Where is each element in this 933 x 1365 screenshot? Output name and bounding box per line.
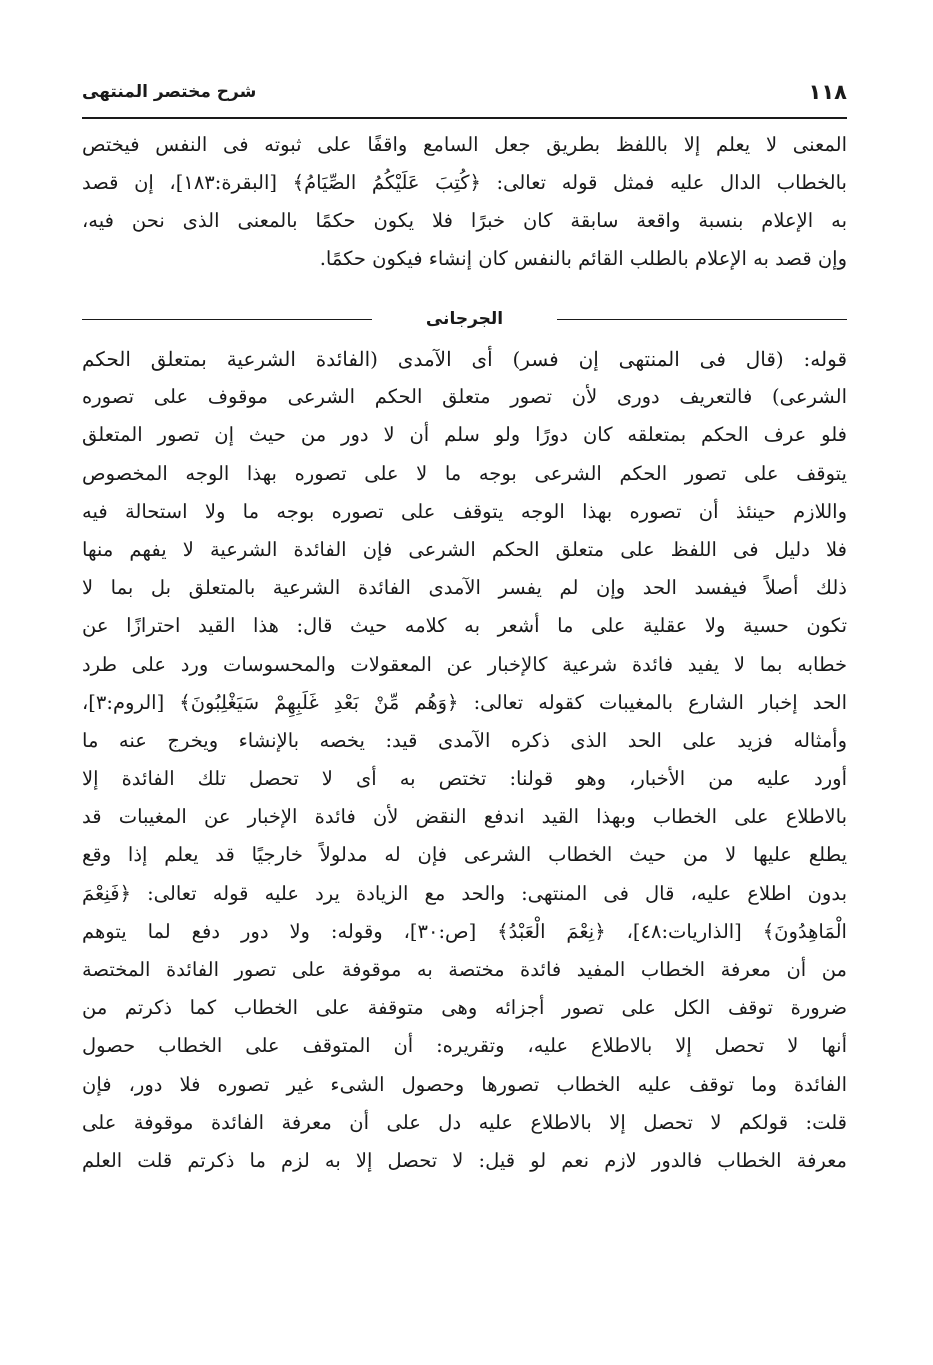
paragraph-2-line: فلو عرف الحكم بمتعلقه كان دورًا ولو سلم أن لا دور من حيث إن تصور المتعلق [82,423,847,447]
paragraph-1-line: بالخطاب الدال عليه فمثل قوله تعالى: ﴿كُتِبَ عَلَيْكُمُ الصِّيَامُ﴾ [البقرة:١٨٣]، إن قصد [82,171,847,194]
paragraph-2-line: تكون حسية ولا عقلية على ما أشعر به كلامه حيث قال: هذا القيد احترازًا عن [82,614,847,638]
paragraph-2-line: بالاطلاع على الخطاب وبهذا القيد اندفع النقض لأن فائدة الإخبار عن المغيبات قد [82,805,847,829]
paragraph-2-line: ضرورة توقف الكل على تصور أجزائه وهى متوقفة على الخطاب كما ذكرتم من [82,996,847,1020]
paragraph-2-line: قوله: (قال فى المنتهى إن فسر) أى الآمدى (الفائدة الشرعية بمتعلق الحكم [82,347,847,371]
section-title: الجرجانى [425,309,504,329]
paragraph-2-line: أورد عليه من الأخبار، وهو قولنا: تختص به أى لا تحصل تلك الفائدة إلا [82,767,847,791]
running-title: شرح مختصر المنتهى [82,82,257,102]
header-rule [82,117,847,119]
paragraph-2-line: بدون اطلاع عليه، قال فى المنتهى: والحد مع الزيادة يرد عليه قوله تعالى: ﴿فَنِعْمَ [82,881,847,905]
paragraph-2-line: الْمَاهِدُونَ﴾ [الذاريات:٤٨]، ﴿نِعْمَ الْعَبْدُ﴾ [ص:٣٠]، وقوله: ولا دور دفع لما يتوهم [82,919,847,943]
paragraph-2 [82,340,847,1180]
paragraph-2-line: الحد إخبار الشارع بالمغيبات كقوله تعالى: ﴿وَهُم مِّنْ بَعْدِ غَلَبِهِمْ سَيَغْلِبُونَ﴾ [الروم:٣]، [82,690,847,714]
paragraph-2-line: وأمثاله فزيد على الحد الذى ذكره الآمدى قيد: يخصه بالإنشاء ويخرج عنه ما [82,728,847,752]
paragraph-2-line: الفائدة وما توقف عليه الخطاب تصورها وحصول الشىء غير تصوره فلا دور، فإن [82,1072,847,1096]
paragraph-1-line: وإن قصد به الإعلام بالطلب القائم بالنفس كان إنشاء فيكون حكمًا. [319,247,847,270]
page-header [82,74,847,114]
divider-rule-left [82,319,372,320]
paragraph-2-line: فلا دليل فى اللفظ على متعلق الحكم الشرعى فإن الفائدة الشرعية لا يفهم منها [82,537,847,561]
paragraph-2-line: ذلك أصلاً فيفسد الحد وإن لم يفسر الآمدى الفائدة الشرعية بالمتعلق بل بما لا [82,576,847,600]
paragraph-2-line: خطابه بما لا يفيد فائدة شرعية كالإخبار عن المعقولات والمحسوسات ورد على طرد [82,652,847,676]
paragraph-1 [82,126,847,278]
paragraph-2-line: من أن معرفة الخطاب المفيد فائدة مختصة به موقوفة على تصور الفائدة المختصة [82,958,847,981]
page-number: ١١٨ [808,80,847,104]
section-divider [82,306,847,332]
paragraph-1-line: المعنى لا يعلم إلا باللفظ بطريق جعل السامع واقفًا على ثبوته فى النفس فيختص [82,133,847,156]
paragraph-2-line: قلت: قولكم لا تحصل إلا بالاطلاع عليه دل على أن معرفة الفائدة موقوفة على [82,1110,847,1134]
paragraph-2-line: واللازم حينئذ أن تصوره بهذا الوجه يتوقف على تصوره بوجه ما ولا استحالة فيه [82,499,847,523]
paragraph-2-line: معرفة الخطاب فالدور لازم نعم لو قيل: لا تحصل إلا به لزم ما ذكرتم قلت العلم [82,1148,847,1172]
paragraph-2-line: يطلع عليها لا من حيث الخطاب الشرعى فإن له مدلولاً خارجيًا قد يعلم إذا وقع [82,843,847,867]
paragraph-2-line: يتوقف على تصور الحكم الشرعى بوجه ما لا على تصوره بهذا الوجه المخصوص [82,461,847,485]
paragraph-2-line: الشرعى) فالتعريف دورى لأن تصور متعلق الحكم الشرعى موقوف على تصوره [82,385,847,409]
paragraph-2-line: أنها لا تحصل إلا بالاطلاع عليه، وتقريره: أن المتوقف على الخطاب حصول [82,1034,847,1058]
paragraph-1-line: به الإعلام بنسبة واقعة سابقة كان خبرًا فلا يكون حكمًا بالمعنى الذى نحن فيه، [82,209,847,232]
